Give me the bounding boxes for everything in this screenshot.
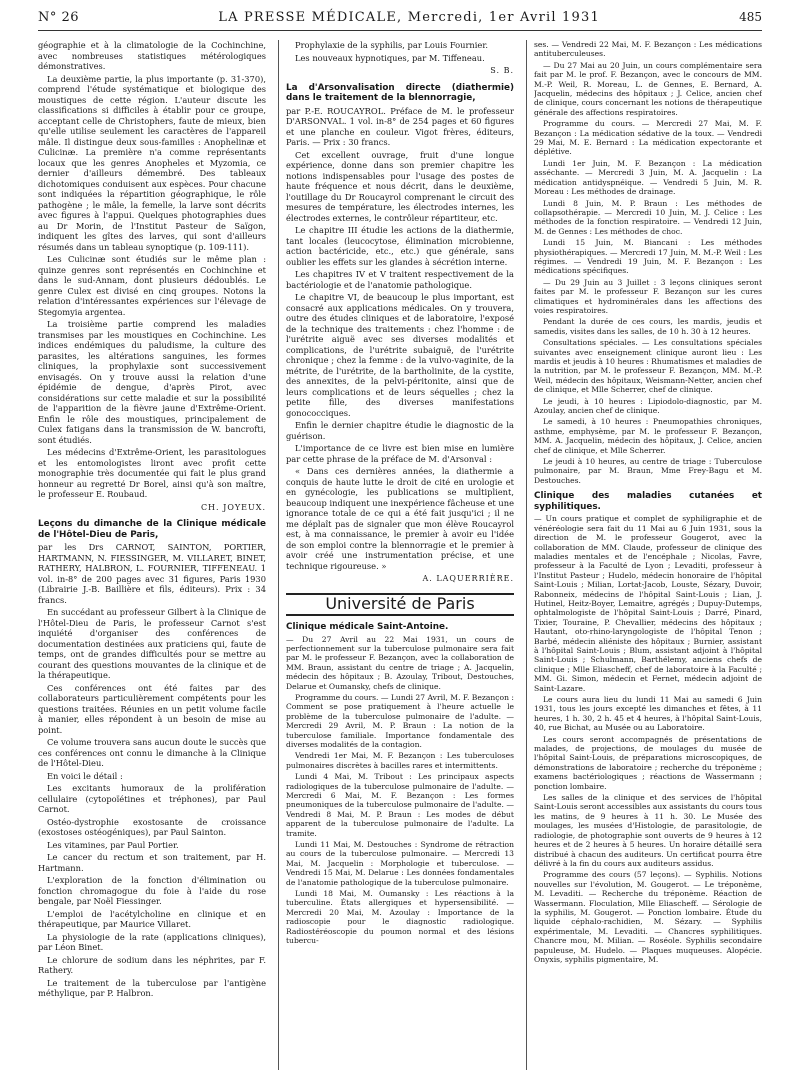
paragraph: Les chapitres IV et V traitent respectivement de la bactériologie et de l'anatomie pathologique. <box>286 269 514 290</box>
paragraph: Ce volume trouvera sans aucun doute le succès que ces conférences ont connu le dimanche à la Clinique de l'Hôtel-Dieu. <box>38 737 266 768</box>
review-heading <box>286 83 514 104</box>
heading-title: Clinique des maladies cutanées et syphilitiques. <box>534 491 762 512</box>
paragraph: Ces conférences ont été faites par des collaborateurs particulièrement compétents pour les questions traitées. Réunies en un petit volume facile à manier, elles répondent à un besoin de mise au point. <box>38 682 266 735</box>
paragraph: En succédant au professeur Gilbert à la Clinique de l'Hôtel-Dieu de Paris, le professeur Carnot s'est inquiété d'organiser des conférences de documentation destinées aux praticiens qui, faute de temps, ont de grandes difficultés pour se mettre au courant des questions mouvantes de la clinique et de la thérapeutique. <box>38 607 266 680</box>
section-title: Université de Paris <box>286 593 514 617</box>
list-item: L'exploration de la fonction d'élimination ou fonction chromagogue du foie à l'aide du rose bengale, par Noël Fiessinger. <box>38 875 266 906</box>
program-item: Consultations spéciales. — Les consultations spéciales suivantes avec enseignement clinique auront lieu : Les mardis et jeudis à 10 heures : Rhumatismes et maladies de la nutrition, par M. le professeur F. Bezançon, MM. M.-P. Weil, médecin des hôpitaux, Weismann-Netter, ancien chef de clinique, et Mlle Scherrer, chef de clinique. <box>534 338 762 395</box>
list-item: Ostéo-dystrophie exostosante de croissance (exostoses ostéogéniques), par Paul Sainton. <box>38 816 266 837</box>
column-divider <box>526 40 527 1070</box>
paragraph: géographie et à la climatologie de la Cochinchine, avec nombreuses statistiques métérologiques démonstratives. <box>38 40 266 71</box>
program-item: Programme des cours (57 leçons). — Syphilis. Notions nouvelles sur l'évolution, M. Gougerot. — Le tréponème, M. Levaditi. — Recherche du tréponème. Réaction de Wassermann. Floculation, Mlle Eliascheff. — Sérologie de la syphilis, M. Gougerot. — Ponction lombaire. Étude du liquide céphalo-rachidien, M. Sézary. — Syphilis expérimentale, M. Levaditi. — Chancres syphilitiques. Chancre mou, M. Milian. — Roséole. Syphilis secondaire papuleuse, M. Hudelo. — Plaques muqueuses. Alopécie. Onyxis, syphilis pigmentaire, M. <box>534 870 762 964</box>
paragraph: Le chapitre III étudie les actions de la diathermie, tant locales (leucocytose, élimination microbienne, action bactéricide, etc., etc.) que générale, sans oublier les effets sur les glandes à sécrétion interne. <box>286 225 514 267</box>
program-item: Vendredi 1er Mai, M. F. Bezançon : Les tuberculoses pulmonaires discrètes à bacilles rares et intermittents. <box>286 751 514 770</box>
program-item: — Du 27 Mai au 20 Juin, un cours complémentaire sera fait par M. le prof. F. Bezançon, avec le concours de MM. M.-P. Weil, R. Moreau, L. de Gennes, E. Bernard, A. Jacquelin, médecins des hôpitaux ; J. Celice, ancien chef de clinique, cours concernant les notions de thérapeutique générale des affections respiratoires. <box>534 60 762 117</box>
column-2 <box>286 40 514 1072</box>
column-1 <box>38 40 266 1072</box>
list-item: Les excitants humoraux de la prolifération cellulaire (cytopoïétines et tréphones), par Paul Carnot. <box>38 783 266 814</box>
list-item: La physiologie de la rate (applications cliniques), par Léon Binet. <box>38 931 266 952</box>
page-header <box>38 10 762 31</box>
column-divider <box>278 40 279 1070</box>
program-item: Le jeudi, à 10 heures : Lipiodolo-diagnostic, par M. Azoulay, ancien chef de clinique. <box>534 396 762 416</box>
paragraph: Les Culicinæ sont étudiés sur le même plan : quinze genres sont représentés en Cochinchine et dans le sud-Annam, dont plusieurs dédoublés. Le genre Culex est divisé en cinq groupes. Notons la relation d'intéressantes expériences sur l'élevage de Stegomyia argentea. <box>38 254 266 317</box>
quotation: « Dans ces dernières années, la diathermie a conquis de haute lutte le droit de cité en urologie et en gynécologie, les publications se multiplient, beaucoup indiquent une inexpérience fâcheuse et une ignorance totale de ce qui a été fait jusqu'ici ; il ne me déplaît pas de signaler que mon élève Roucayrol est, à ma connaissance, le premier à avoir eu l'idée de son emploi contre la blennorragie et le premier à avoir créé une instrumentation précise, et une technique rigoureuse. » <box>286 466 514 571</box>
paragraph: L'importance de ce livre est bien mise en lumière par cette phrase de la préface de M. d'Arsonval : <box>286 443 514 464</box>
heading-title: Leçons du dimanche de la Clinique médicale de l'Hôtel-Dieu de Paris, <box>38 519 266 540</box>
paragraph: En voici le détail : <box>47 770 123 781</box>
program-item: Lundi 4 Mai, M. Tribout : Les principaux aspects radiologiques de la tuberculose pulmonaire de l'adulte. — Mercredi 6 Mai, M. F. Bezançon : Les formes pneumoniques de la tuberculose pulmonaire de l'adulte. — Vendredi 8 Mai, M. P. Braun : Les modes de début apparent de la tuberculose pulmonaire de l'adulte. La tramite. <box>286 772 514 838</box>
list-item: Le chlorure de sodium dans les néphrites, par F. Rathery. <box>38 954 266 975</box>
program-item: ses. — Vendredi 22 Mai, M. F. Bezançon : Les médications antituberculeuses. <box>534 40 762 59</box>
program-item: Les cours seront accompagnés de présentations de malades, de projections, de moulages du musée de l'hôpital Saint-Louis, de préparations microscopiques, de démonstrations de laboratoire ; recherche du tréponème ; examens bactériologiques ; réactions de Wassermann ; ponction lombaire. <box>534 734 762 791</box>
program-item: Lundi 18 Mai, M. Oumansky : Les réactions à la tuberculine. États allergiques et hypersensibilité. — Mercredi 20 Mai, M. Azoulay : Importance de la radioscopie pour le diagnostic radiologique. Radiostéréoscopie du poumon normal et des lésions tubercu- <box>286 889 514 946</box>
program-item: Programme du cours. — Mercredi 27 Mai, M. F. Bezançon : La médication sédative de la toux. — Vendredi 29 Mai, M. E. Bernard : La médication expectorante et déplétive. <box>534 119 762 157</box>
column-3 <box>534 40 762 1072</box>
program-item: Les salles de la clinique et des services de l'hôpital Saint-Louis seront accessibles aux assistants du cours tous les matins, de 9 heures à 11 h. 30. Le Musée des moulages, les musées d'Histologie, de parasitologie, de radiologie, de photographie sont ouverts de 9 heures à 12 heures et de 2 heures à 5 heures. Un horaire détaillé sera distribué à chacun des auditeurs. Un certificat pourra être délivré à la fin du cours aux auditeurs assidus. <box>534 793 762 868</box>
page-number: 485 <box>739 10 762 24</box>
notice-heading <box>534 491 762 512</box>
review-signature: A. LAQUERRIÈRE. <box>422 574 514 583</box>
review-signature: S. B. <box>490 66 514 75</box>
program-item: Programme du cours. — Lundi 27 Avril, M. F. Bezançon : Comment se pose pratiquement à l'heure actuelle le problème de la tuberculose pulmonaire de l'adulte. — Mercredi 29 Avril, M. P. Braun : La notion de la tuberculose familiale. Importance fondamentale des diverses modalités de la contagion. <box>286 692 514 749</box>
paragraph: Le chapitre VI, de beaucoup le plus important, est consacré aux applications médicales. On y trouvera, outre des études cliniques et de laboratoire, l'exposé de la technique des traitements : chez l'homme : de l'urétrite aiguë avec ses diverses modalités et complications, de l'urétrite subaiguë, de l'urétrite chronique ; chez la femme : de la vulvo-vaginite, de la métrite, de l'urétrite, de la bartholinite, de la cystite, des annexites, de la pelvi-péritonite, ainsi que de leurs complications et de leurs séquelles ; chez la petite fille, des diverses manifestations gonococciques. <box>286 292 514 418</box>
program-item: Lundi 8 Juin, M. P. Braun : Les méthodes de collapsothérapie. — Mercredi 10 Juin, M. J. Celice : Les méthodes de la fonction respiratoire. — Vendredi 12 Juin, M. de Gennes : Les méthodes de choc. <box>534 198 762 236</box>
paragraph: La deuxième partie, la plus importante (p. 31-370), comprend l'étude systématique et biologique des moustiques de cette région. L'auteur discute les classifications si difficiles à établir pour ce groupe, acceptant celle de Christophers, faute de mieux, bien qu'elle utilise seulement les caractères de l'appareil mâle. Il distingue deux sous-familles : Anophelinæ et Culicinæ. La première n'a comme représentants locaux que les genres Anopheles et Myzomia, ce dernier d'ailleurs démembré. Des tableaux dichotomiques conduisent aux espèces. Pour chacune sont indiquées la répartition géographique, le rôle pathogène ; le mâle, la femelle, la larve sont décrits avec figures à l'appui. Quelques photographies dues au Dr Morin, de l'Institut Pasteur de Saïgon, indiquent les gîtes des larves, qui sont d'ailleurs résumés dans un tableau synoptique (p. 109-111). <box>38 73 266 252</box>
heading-details: — Du 27 Avril au 22 Mai 1931, un cours de perfectionnement sur la tuberculose pulmonaire sera fait par M. le professeur F. Bezançon, avec la collaboration de MM. Braun, assistant du centre de triage ; A. Jacquelin, médecin des hôpitaux ; B. Azoulay, Tribout, Destouches, Delarue et Oumansky, chefs de clinique. <box>286 634 514 691</box>
program-item: Le cours aura lieu du lundi 11 Mai au samedi 6 Juin 1931, tous les jours excepté les dimanches et fêtes, à 11 heures, 1 h. 30, 2 h. 45 et 4 heures, à l'hôpital Saint-Louis, 40, rue Bichat, au Musée ou au Laboratoire. <box>534 695 762 733</box>
heading-details: par P.-E. ROUCAYROL. Préface de M. le professeur D'ARSONVAL. 1 vol. in-8° de 254 pages et 60 figures et une planche en couleur. Vigot frères, éditeurs, Paris. — Prix : 30 francs. <box>286 105 514 147</box>
program-item: Le samedi, à 10 heures : Pneumopathies chroniques, asthme, emphysème, par M. le professeur F. Bezançon, MM. A. Jacquelin, médecin des hôpitaux, J. Celice, ancien chef de clinique, et Mlle Scherrer. <box>534 417 762 455</box>
list-item: Prophylaxie de la syphilis, par Louis Fournier. <box>295 40 489 50</box>
program-item: Lundi 11 Mai, M. Destouches : Syndrome de rétraction au cours de la tuberculose pulmonaire. — Mercredi 13 Mai, M. Jacquelin : Morphologie et tuberculose. — Vendredi 15 Mai, M. Delarue : Les données fondamentales de l'anatomie pathologique de la tuberculose pulmonaire. <box>286 840 514 887</box>
paragraph: Enfin le dernier chapitre étudie le diagnostic de la guérison. <box>286 420 514 441</box>
issue-number: N° 26 <box>38 10 80 25</box>
paragraph: La troisième partie comprend les maladies transmises par les moustiques en Cochinchine. Les indices endémiques du paludisme, la culture des parasites, les altérations sanguines, les formes cliniques, la prophylaxie sont successivement envisagés. On y trouve aussi la relation d'une épidémie de dengue, d'après Pirot, avec considérations sur cette maladie et sur la possibilité de l'apparition de la fièvre jaune d'Extrême-Orient. Enfin le rôle des moustiques, principalement de Culex fatigans dans la transmission de W. bancrofti, sont étudiés. <box>38 319 266 445</box>
paragraph: Les médecins d'Extrême-Orient, les parasitologues et les entomologistes liront avec profit cette monographie très documentée qui fait le plus grand honneur au regretté Dr Borel, ainsi qu'à son maître, le professeur E. Roubaud. <box>38 447 266 499</box>
masthead-title: LA PRESSE MÉDICALE, Mercredi, 1er Avril 1931 <box>218 10 600 25</box>
list-item: Le cancer du rectum et son traitement, par H. Hartmann. <box>38 852 266 873</box>
program-item: — Du 29 Juin au 3 Juillet : 3 leçons cliniques seront faites par M. le professeur F. Bezançon sur les cures climatiques et hydrominérales dans les affections des voies respiratoires. <box>534 277 762 315</box>
notice-heading <box>286 622 514 633</box>
heading-title: La d'Arsonvalisation directe (diathermie) dans le traitement de la blennorragie, <box>286 82 514 103</box>
list-item: Les vitamines, par Paul Portier. <box>47 839 179 850</box>
heading-details: — Un cours pratique et complet de syphiligraphie et de vénéréologie sera fait du 11 Mai au 6 Juin 1931, sous la direction de M. le professeur Gougerot, avec la collaboration de MM. Claude, professeur de clinique des maladies mentales et de l'encéphale ; Nicolas, Favre, professeur à la Faculté de Lyon ; Levaditi, professeur à l'Institut Pasteur ; Hudelo, médecin honoraire de l'hôpital Saint-Louis ; Milian, Lortat-Jacob, Louste, Sézary, Duvoir, Rabonneix, médecins de l'hôpital Saint-Louis ; Lian, J. Hutinel, Heitz-Boyer, Lemaitre, agrégés ; Dupuy-Dutemps, ophtalmologiste de l'hôpital Saint-Louis ; Darré, Pinard, Tixier, Touraine, P. Chevallier, médecins des hôpitaux ; Hautant, oto-rhino-laryngologiste de l'hôpital Tenon ; Barbé, médecin aliéniste des hôpitaux ; Burnier, assistant à l'hôpital Saint-Louis ; Blum, assistant adjoint à l'hôpital Saint-Louis ; Schulmann, Barthélemy, anciens chefs de clinique ; Mlle Eliascheff, chef de laboratoire à la Faculté ; MM. Gi. Simon, médecin et Fernet, médecin adjoint de Saint-Lazare. <box>534 514 762 693</box>
program-item: Lundi 15 Juin, M. Biancani : Les méthodes physiothérapiques. — Mercredi 17 Juin, M. M.-P. Weil : Les régimes. — Vendredi 19 Juin, M. F. Bezançon : Les médications spécifiques. <box>534 238 762 276</box>
review-signature: CH. JOYEUX. <box>200 502 266 512</box>
list-item: Le traitement de la tuberculose par l'antigène méthylique, par P. Halbron. <box>38 977 266 998</box>
program-item: Le jeudi à 10 heures, au centre de triage : Tuberculose pulmonaire, par M. Braun, Mme Frey-Bagu et M. Destouches. <box>534 457 762 485</box>
paragraph: Cet excellent ouvrage, fruit d'une longue expérience, donne dans son premier chapitre les notions indispensables pour l'usage des postes de haute fréquence et nous décrit, dans le deuxième, l'outillage du Dr Roucayrol comprenant le circuit des mesures de température, les électrodes internes, les électrodes externes, le contrôleur répartiteur, etc. <box>286 149 514 223</box>
heading-details: par les Drs CARNOT, SAINTON, PORTIER, HARTMANN, N. FIESSINGER, M. VILLARET, BINET, RATHERY, HALBRON, L. FOURNIER, TIFFENEAU. 1 vol. in-8° de 200 pages avec 31 figures, Paris 1930 (Librairie J.-B. Baillière et fils, éditeurs). Prix : 34 francs. <box>38 542 266 605</box>
review-heading <box>38 519 266 540</box>
heading-title: Clinique médicale Saint-Antoine. <box>286 622 449 632</box>
program-item: Lundi 1er Juin, M. F. Bezançon : La médication asséchante. — Mercredi 3 Juin, M. A. Jacquelin : La médication antidyspnéique. — Vendredi 5 Juin, M. R. Moreau : Les méthodes de drainage. <box>534 158 762 197</box>
list-item: L'emploi de l'acétylcholine en clinique et en thérapeutique, par Maurice Villaret. <box>38 908 266 929</box>
list-item: Les nouveaux hypnotiques, par M. Tiffeneau. <box>295 52 485 63</box>
program-item: Pendant la durée de ces cours, les mardis, jeudis et samedis, visites dans les salles, de 10 h. 30 à 12 heures. <box>534 317 762 336</box>
